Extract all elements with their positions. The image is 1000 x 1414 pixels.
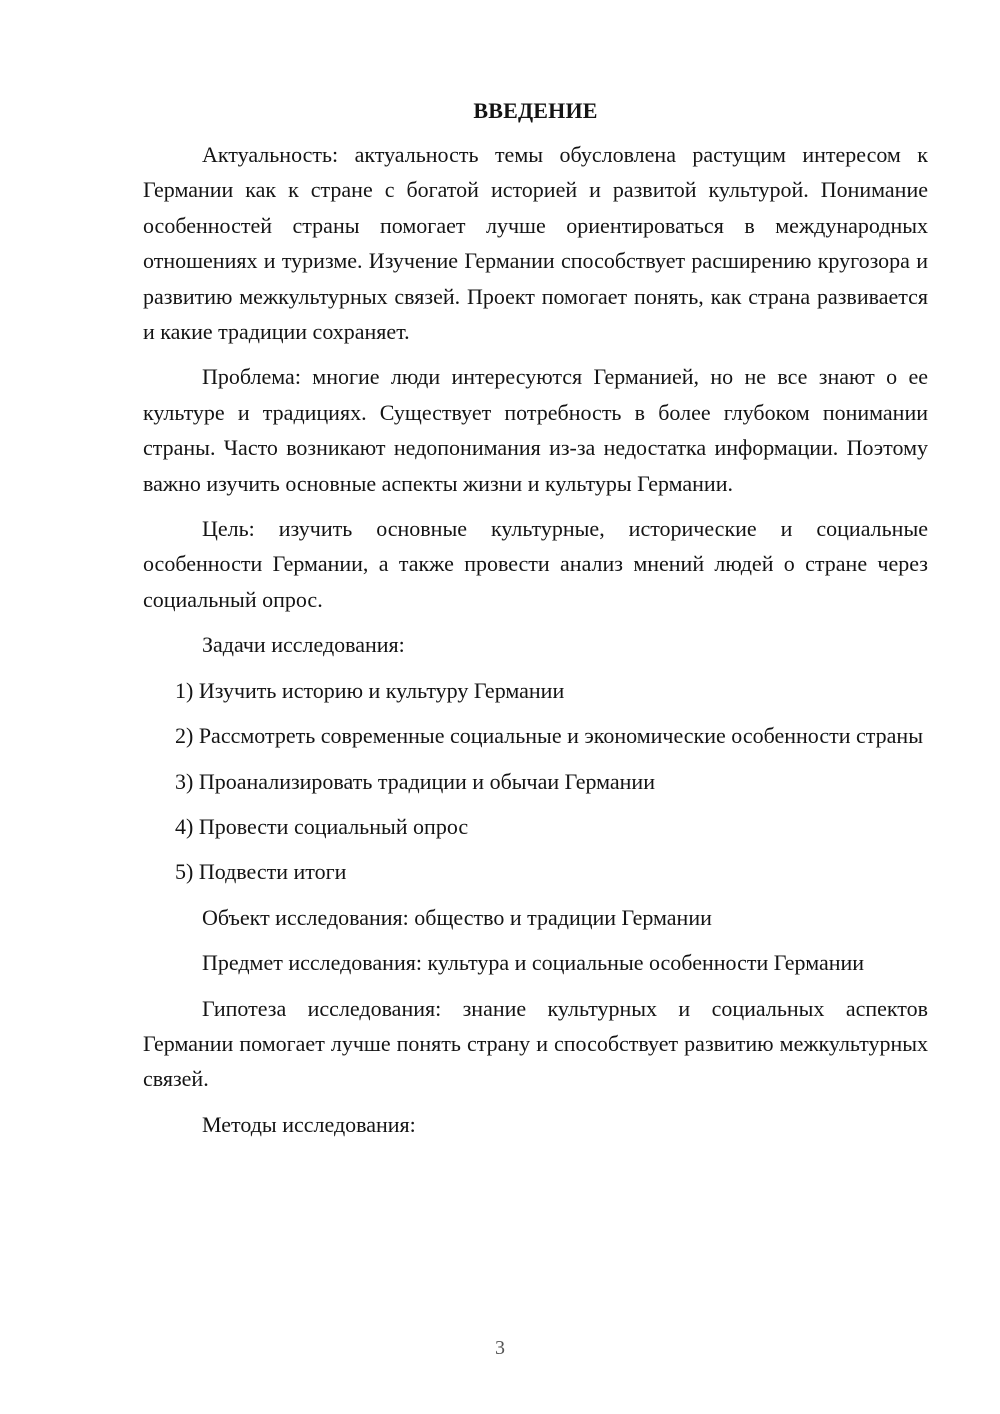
paragraph-relevance: Актуальность: актуальность темы обусловлена растущим интересом к Германии как к стране с богатой историей и развитой культурой. Понимание особенностей страны помогает лучше ориентироваться в международных отношениях и туризме. Изучение Германии способствует расширению кругозора и развитию межкультурных связей. Проект помогает понять, как страна развивается и какие традиции сохраняет. — [143, 142, 928, 345]
task-item: 1) Изучить историю и культуру Германии — [175, 677, 565, 703]
task-item: 5) Подвести итоги — [175, 859, 347, 885]
methods-heading: Методы исследования: — [202, 1111, 416, 1137]
page-number: 3 — [495, 1337, 505, 1359]
tasks-heading: Задачи исследования: — [202, 632, 405, 658]
paragraph-subject: Предмет исследования: культура и социальные особенности Германии — [202, 950, 865, 976]
task-item: 2) Рассмотреть современные социальные и экономические особенности страны — [175, 723, 923, 749]
task-item: 3) Проанализировать традиции и обычаи Германии — [175, 768, 655, 794]
task-item: 4) Провести социальный опрос — [175, 813, 469, 839]
paragraph-goal: Цель: изучить основные культурные, исторические и социальные особенности Германии, а также провести анализ мнений людей о стране через социальный опрос. — [143, 516, 928, 612]
page-content — [143, 95, 928, 1152]
paragraph-object: Объект исследования: общество и традиции Германии — [202, 904, 712, 930]
section-title: ВВЕДЕНИЕ — [473, 98, 598, 123]
paragraph-hypothesis: Гипотеза исследования: знание культурных и социальных аспектов Германии помогает лучше понять страну и способствует развитию межкультурных связей. — [143, 995, 928, 1092]
paragraph-problem: Проблема: многие люди интересуются Германией, но не все знают о ее культуре и традициях. Существует потребность в более глубоком понимании страны. Часто возникают недопонимания из-за недостатка информации. Поэтому важно изучить основные аспекты жизни и культуры Германии. — [143, 364, 928, 496]
tasks-list — [143, 673, 928, 890]
